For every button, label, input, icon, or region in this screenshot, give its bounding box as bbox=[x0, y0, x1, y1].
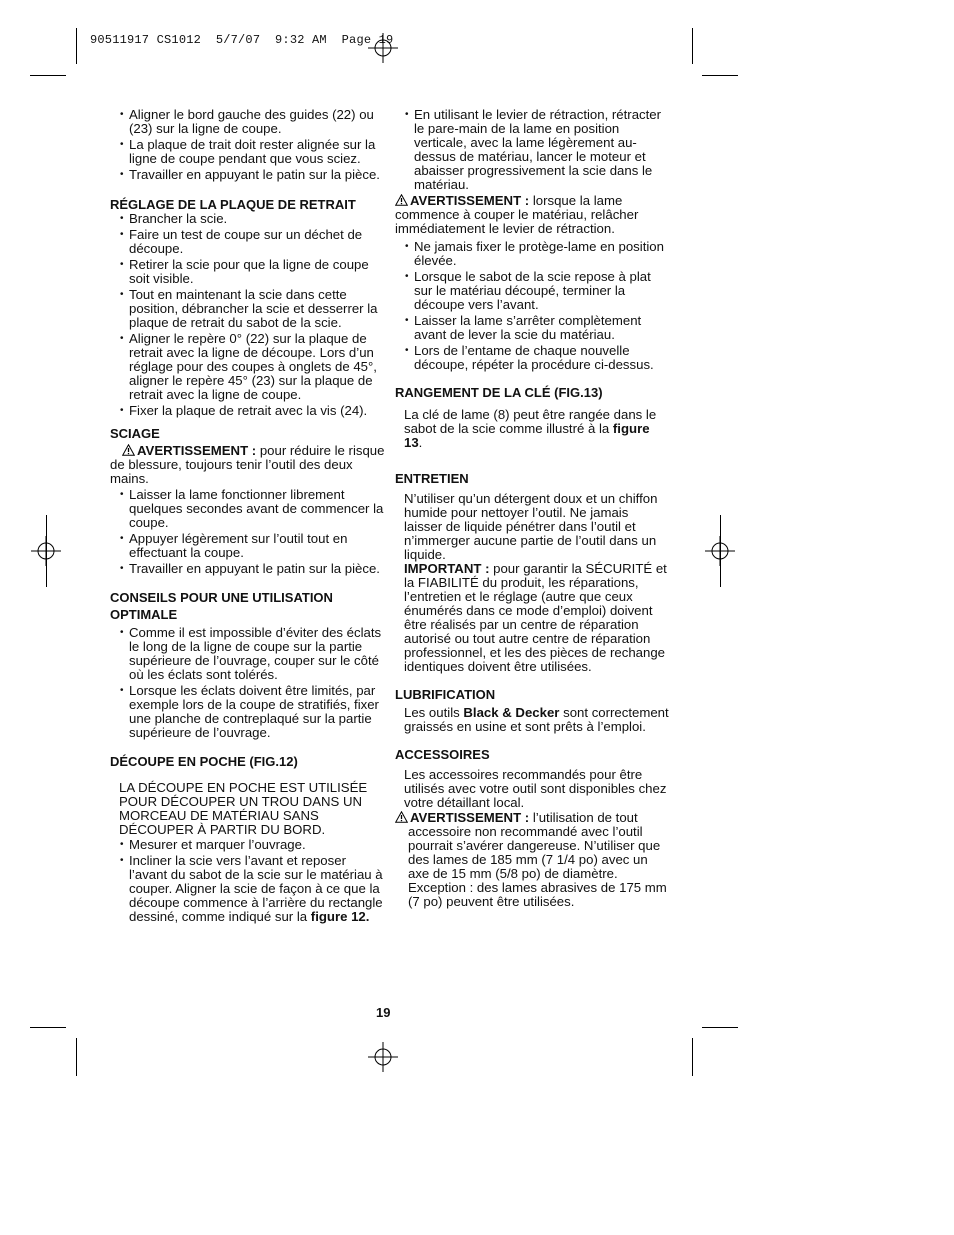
print-slug: 90511917 CS1012 5/7/07 9:32 AM Page 19 bbox=[90, 33, 394, 47]
paragraph-text: Les outils bbox=[404, 705, 464, 720]
page-number: 19 bbox=[376, 1005, 391, 1020]
conseils-list bbox=[110, 626, 385, 740]
warning-text: pour réduire le risque de blessure, toujours tenir l’outil des deux mains. bbox=[110, 443, 385, 486]
lubrification-text bbox=[395, 706, 670, 734]
list-item: • Brancher la scie. bbox=[110, 212, 385, 226]
list-item bbox=[110, 854, 385, 924]
list-item: • Travailler en appuyant le patin sur la pièce. bbox=[110, 562, 385, 576]
decoupe-poche-list bbox=[110, 838, 385, 924]
sciage-list bbox=[110, 488, 385, 576]
warning-text: lorsque la lame commence à couper le matériau, relâcher immédiatement le levier de rétraction. bbox=[395, 193, 639, 236]
crop-mark bbox=[46, 515, 47, 587]
warning-label: AVERTISSEMENT : bbox=[137, 443, 257, 458]
list-item: • Aligner le bord gauche des guides (22) ou (23) sur la ligne de coupe. bbox=[110, 108, 385, 136]
crop-mark bbox=[720, 515, 721, 587]
warning-label: AVERTISSEMENT : bbox=[410, 810, 530, 825]
rangement-cle-text bbox=[395, 408, 670, 450]
section-heading-decoupe-poche: DÉCOUPE EN POCHE (FIG.12) bbox=[110, 754, 298, 769]
decoupe-poche-continued-list bbox=[395, 108, 670, 192]
section-heading-conseils-line-2: OPTIMALE bbox=[110, 607, 178, 622]
crop-mark bbox=[692, 1038, 693, 1076]
list-item: • Faire un test de coupe sur un déchet de découpe. bbox=[110, 228, 385, 256]
list-item: • Lorsque les éclats doivent être limités, par exemple lors de la coupe de stratifiés, fixer une planche de contreplaqué sur la partie supérieure de l’ouvrage. bbox=[110, 684, 385, 740]
important-label: IMPORTANT : bbox=[404, 561, 490, 576]
list-item: • Fixer la plaque de retrait avec la vis (24). bbox=[110, 404, 385, 418]
warning-paragraph bbox=[395, 194, 670, 236]
crop-mark bbox=[30, 1027, 66, 1028]
list-item: • Tout en maintenant la scie dans cette position, débrancher la scie et desserrer la plaque de retrait du sabot de la scie. bbox=[110, 288, 385, 330]
section-heading-accessoires: ACCESSOIRES bbox=[395, 747, 490, 762]
paragraph-end: . bbox=[418, 435, 423, 450]
section-heading-conseils: CONSEILS POUR UNE UTILISATION bbox=[110, 590, 333, 605]
list-item: • Ne jamais fixer le protège-lame en position élevée. bbox=[395, 240, 670, 268]
section-heading-entretien: ENTRETIEN bbox=[395, 471, 469, 486]
crop-mark bbox=[692, 28, 693, 64]
registration-mark-icon bbox=[368, 33, 398, 63]
left-column bbox=[110, 108, 385, 926]
brand-name: Black & Decker bbox=[463, 705, 560, 720]
list-item: • Travailler en appuyant le patin sur la pièce. bbox=[110, 168, 385, 182]
section-heading-plaque-retrait: RÉGLAGE DE LA PLAQUE DE RETRAIT bbox=[110, 197, 356, 212]
right-column bbox=[395, 108, 670, 909]
warning-triangle-icon bbox=[395, 811, 408, 823]
important-text: pour garantir la SÉCURITÉ et la FIABILITÉ du produit, les réparations, l’entretien et le réglage (autre que ceux énumérés dans ce mode d’emploi) doivent être réalisés par un centre de réparation autorisé ou tout autre centre de réparation professionnel, et les des pièces de rechange identiques doivent être utilisées. bbox=[404, 561, 667, 674]
warning-triangle-icon bbox=[122, 444, 135, 456]
crop-mark bbox=[76, 1038, 77, 1076]
warning-paragraph bbox=[395, 811, 670, 909]
list-item: • Mesurer et marquer l’ouvrage. bbox=[110, 838, 385, 852]
intro-bullet-list bbox=[110, 108, 385, 182]
warning-text: l’utilisation de tout accessoire non recommandé avec l’outil pourrait s’avérer dangereuse. N’utiliser que des lames de 185 mm (7 1/4 po) avec un axe de 15 mm (5/8 po) de diamètre. Exception : des lames abrasives de 175 mm (7 po) peuvent être utilisées. bbox=[408, 810, 667, 909]
list-item: • Aligner le repère 0° (22) sur la plaque de retrait avec la ligne de découpe. Lors d’un réglage pour des coupes à onglets de 45°, aligner le repère 45° (23) sur la plaque de retrait avec la ligne de coupe. bbox=[110, 332, 385, 402]
plaque-retrait-list bbox=[110, 212, 385, 418]
figure-reference: figure 12. bbox=[310, 909, 370, 924]
section-heading-sciage: SCIAGE bbox=[110, 426, 160, 441]
registration-mark-icon bbox=[368, 1042, 398, 1072]
crop-mark bbox=[76, 28, 77, 64]
protege-lame-list bbox=[395, 240, 670, 372]
list-item: • Laisser la lame fonctionner librement quelques secondes avant de commencer la coupe. bbox=[110, 488, 385, 530]
entretien-text: N’utiliser qu’un détergent doux et un chiffon humide pour nettoyer l’outil. Ne jamais laisser de liquide pénétrer dans l’outil et n’immerger aucune partie de l’outil dans un liquide. bbox=[404, 491, 658, 562]
list-item: • Retirer la scie pour que la ligne de coupe soit visible. bbox=[110, 258, 385, 286]
important-paragraph bbox=[395, 562, 670, 674]
list-item: • La plaque de trait doit rester alignée sur la ligne de coupe pendant que vous sciez. bbox=[110, 138, 385, 166]
list-item: • Laisser la lame s’arrêter complètement avant de lever la scie du matériau. bbox=[395, 314, 670, 342]
decoupe-poche-intro: LA DÉCOUPE EN POCHE EST UTILISÉE POUR DÉCOUPER UN TROU DANS UN MORCEAU DE MATÉRIAU SANS DÉCOUPER À PARTIR DU BORD. bbox=[119, 780, 368, 837]
paragraph-text: La clé de lame (8) peut être rangée dans le sabot de la scie comme illustré à la bbox=[404, 407, 657, 436]
figure-reference: figure 13 bbox=[404, 421, 650, 450]
accessoires-text: Les accessoires recommandés pour être utilisés avec votre outil sont disponibles chez votre détaillant local. bbox=[404, 767, 667, 810]
crop-mark bbox=[702, 1027, 738, 1028]
list-item: • Appuyer légèrement sur l’outil tout en effectuant la coupe. bbox=[110, 532, 385, 560]
list-item-text: Incliner la scie vers l’avant et reposer l’avant du sabot de la scie sur le matériau à couper. Aligner la scie de façon à ce que la découpe commence à l’arrière du rectangle dessiné, comme indiqué sur la bbox=[129, 853, 383, 924]
paragraph-text: sont correctement graissés en usine et sont prêts à l’emploi. bbox=[404, 705, 669, 734]
list-item: • Comme il est impossible d’éviter des éclats le long de la ligne de coupe sur la partie supérieure de l’ouvrage, couper sur le côté où les éclats sont tolérés. bbox=[110, 626, 385, 682]
list-item: • En utilisant le levier de rétraction, rétracter le pare-main de la lame en position verticale, avec la lame légèrement au-dessus de matériau, lancer le moteur et abaisser progressivement la scie dans le matériau. bbox=[395, 108, 670, 192]
warning-paragraph bbox=[110, 444, 385, 486]
list-item: • Lorsque le sabot de la scie repose à plat sur le matériau découpé, terminer la découpe vers l’avant. bbox=[395, 270, 670, 312]
section-heading-rangement-cle: RANGEMENT DE LA CLÉ (FIG.13) bbox=[395, 385, 603, 400]
warning-label: AVERTISSEMENT : bbox=[410, 193, 530, 208]
crop-mark bbox=[702, 75, 738, 76]
warning-triangle-icon bbox=[395, 194, 408, 206]
crop-mark bbox=[30, 75, 66, 76]
list-item: • Lors de l’entame de chaque nouvelle découpe, répéter la procédure ci-dessus. bbox=[395, 344, 670, 372]
section-heading-lubrification: LUBRIFICATION bbox=[395, 687, 496, 702]
